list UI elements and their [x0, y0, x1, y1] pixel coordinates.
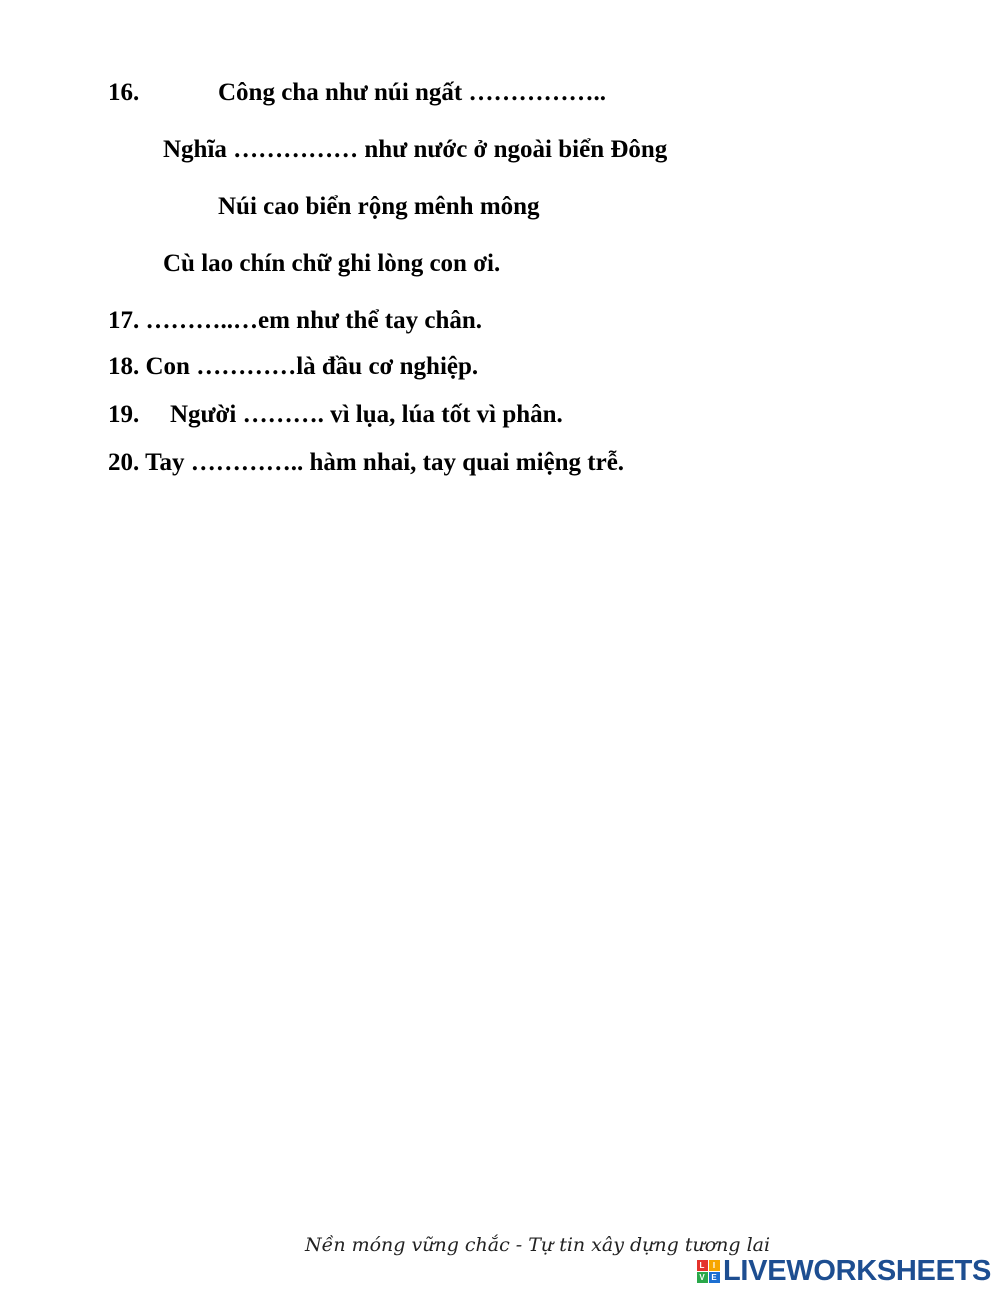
brand-name: LIVEWORKSHEETS [723, 1254, 992, 1287]
logo-square-e: E [709, 1272, 720, 1283]
item-text: Cù lao chín chữ ghi lòng con ơi. [163, 250, 501, 277]
item-number: 18. [108, 353, 140, 380]
proverb-16 [108, 78, 606, 108]
proverb-20 [108, 448, 624, 478]
item-number: 16. [108, 79, 140, 106]
item-text: Nghĩa …………… như nước ở ngoài biển Đông [163, 136, 668, 163]
item-text: Tay ………….. hàm nhai, tay quai miệng trễ. [145, 449, 625, 476]
liveworksheets-icon [696, 1259, 720, 1283]
proverb-17 [108, 306, 482, 336]
item-text: Công cha như núi ngất …………….. [218, 79, 607, 106]
proverb-16-line-4 [163, 249, 500, 279]
liveworksheets-logo[interactable] [696, 1256, 991, 1286]
item-number: 19. [108, 401, 140, 428]
item-number: 17. [108, 307, 140, 334]
logo-square-v: V [697, 1272, 708, 1283]
proverb-16-line-2 [163, 135, 667, 165]
footer-motto: Nền móng vững chắc - Tự tin xây dựng tương lai [305, 1234, 771, 1256]
proverb-18 [108, 352, 478, 382]
logo-square-l: L [697, 1260, 708, 1271]
item-text: Người ………. vì lụa, lúa tốt vì phân. [170, 401, 563, 428]
item-text: Con …………là đầu cơ nghiệp. [145, 353, 479, 380]
item-text: Núi cao biển rộng mênh mông [218, 193, 540, 220]
logo-square-i: I [709, 1260, 720, 1271]
item-number: 20. [108, 449, 140, 476]
item-text: ………..…em như thể tay chân. [145, 307, 483, 334]
proverb-16-line-3 [218, 192, 540, 222]
proverb-19 [108, 400, 563, 430]
